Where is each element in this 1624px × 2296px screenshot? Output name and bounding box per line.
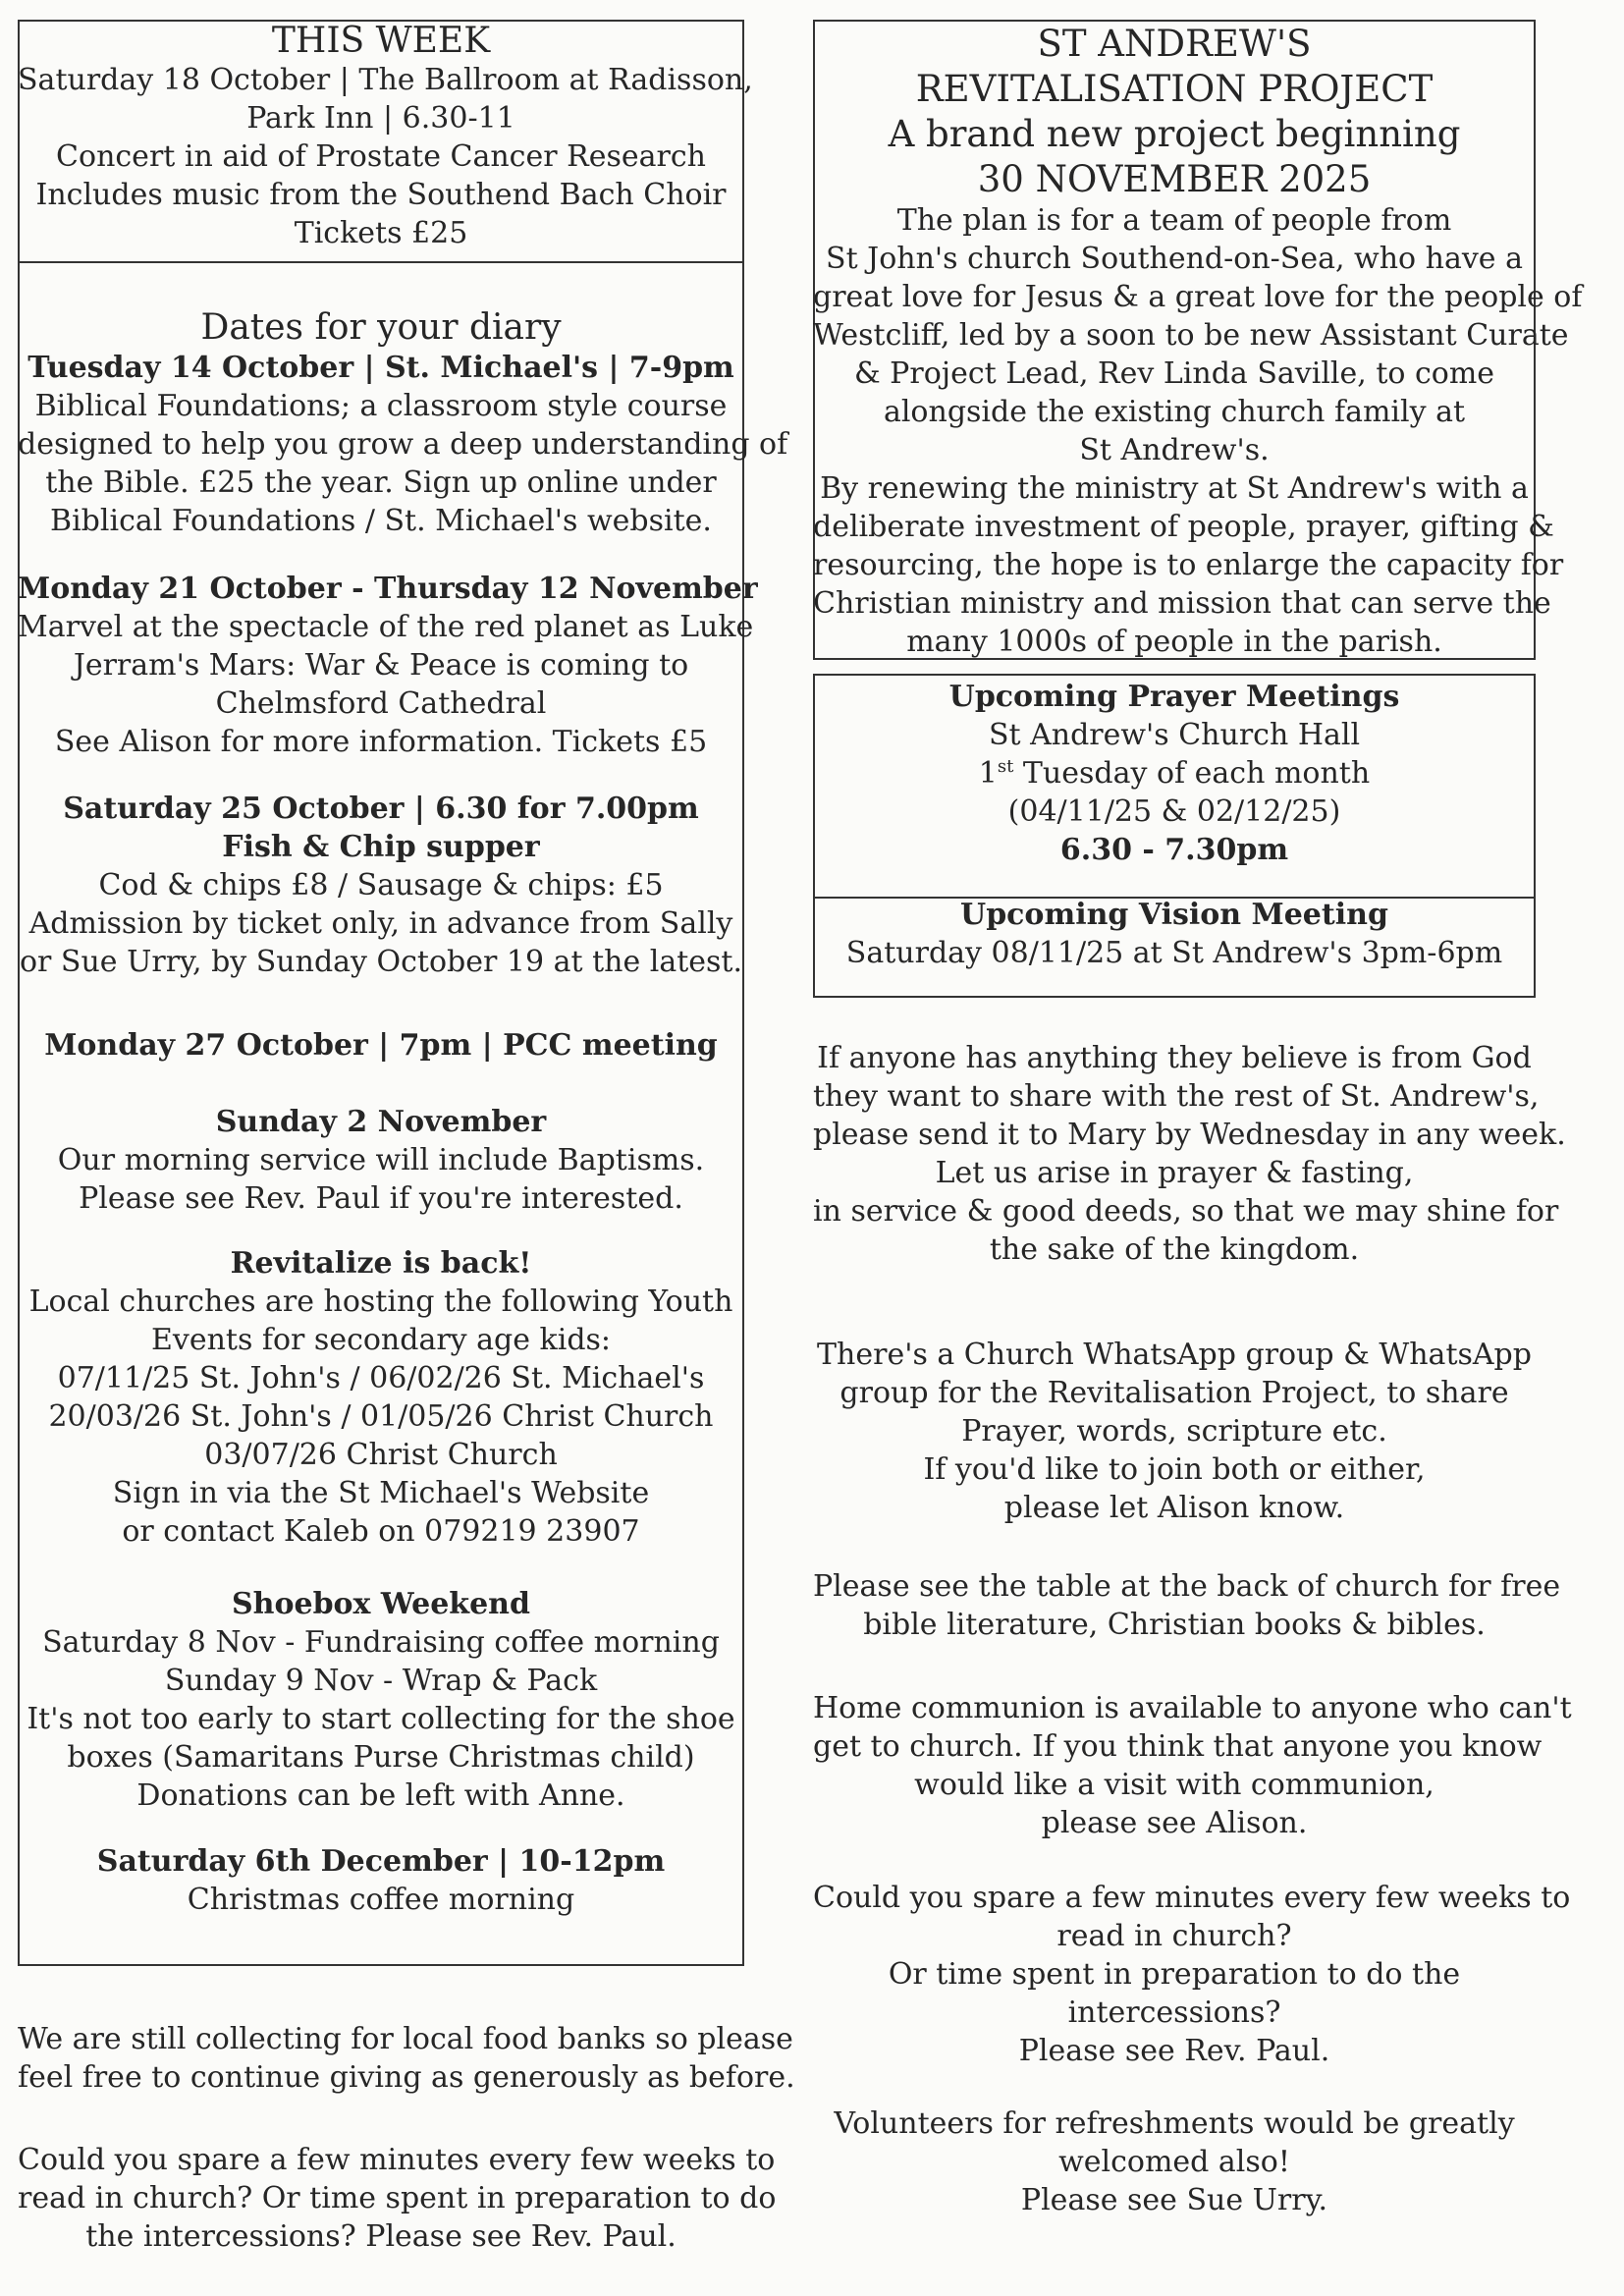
note-line: the sake of the kingdom. [989, 1232, 1360, 1267]
this-week-line: Park Inn | 6.30-11 [246, 101, 515, 136]
prayer-meetings [813, 678, 1536, 869]
diary-entry-subtitle: Fish & Chip supper [222, 830, 540, 864]
note-line: read in church? [1056, 1919, 1292, 1953]
schedule-ordinal: 1 [978, 756, 998, 791]
diary-entry-line: 07/11/25 St. John's / 06/02/26 St. Michael's [57, 1361, 705, 1395]
this-week-title: THIS WEEK [271, 21, 491, 61]
note-line: If anyone has anything they believe is from God [817, 1041, 1532, 1075]
diary-entry [18, 570, 758, 761]
note-line: Please see Sue Urry. [1020, 2183, 1328, 2217]
note-line: feel free to continue giving as generously as before. [18, 2060, 795, 2095]
schedule-suffix: st [997, 756, 1014, 777]
prayer-meetings-dates: (04/11/25 & 02/12/25) [1007, 794, 1341, 829]
note-line: please see Alison. [1041, 1806, 1308, 1840]
diary-entry-line: or contact Kaleb on 079219 23907 [122, 1514, 640, 1549]
diary-entry-line: Sign in via the St Michael's Website [112, 1476, 650, 1510]
diary-entry [18, 1842, 744, 1919]
literature-note [813, 1567, 1561, 1644]
diary-heading-block [18, 304, 744, 351]
note-line: read in church? Or time spent in preparation to do [18, 2181, 777, 2215]
diary-heading: Dates for your diary [200, 307, 562, 348]
diary-entry-line: Please see Rev. Paul if you're interested. [79, 1181, 683, 1216]
communion-note [813, 1689, 1572, 1842]
vision-meeting [813, 896, 1536, 972]
diary-entry-line: Donations can be left with Anne. [136, 1778, 625, 1813]
project-line: resourcing, the hope is to enlarge the capacity for [813, 548, 1564, 582]
diary-entry [18, 349, 788, 540]
diary-entry-line: Cod & chips £8 / Sausage & chips: £5 [98, 868, 664, 902]
diary-entry-line: Marvel at the spectacle of the red planet as Luke [18, 610, 754, 644]
diary-entry-line: Our morning service will include Baptisms. [57, 1143, 705, 1177]
diary-entry-title: Monday 21 October - Thursday 12 November [18, 572, 758, 606]
diary-entry-line: It's not too early to start collecting for the shoe [27, 1702, 735, 1736]
readers-note-right [813, 1879, 1571, 2070]
project-line: St Andrew's. [1079, 433, 1270, 467]
diary-entry-title: Sunday 2 November [215, 1105, 547, 1139]
diary-entry-title: Monday 27 October | 7pm | PCC meeting [44, 1028, 718, 1063]
this-week-line: Tickets £25 [294, 216, 468, 250]
prayer-meetings-schedule [813, 754, 1536, 793]
prayer-meetings-location: St Andrew's Church Hall [988, 718, 1361, 752]
note-line: There's a Church WhatsApp group & WhatsApp [817, 1338, 1532, 1372]
this-week-line: Saturday 18 October | The Ballroom at Radisson, [18, 63, 753, 97]
project-subtitle: A brand new project beginning [888, 113, 1461, 155]
diary-entry-line: Admission by ticket only, in advance from Sally [28, 906, 733, 941]
note-line: would like a visit with communion, [914, 1768, 1435, 1802]
diary-entry-line: Saturday 8 Nov - Fundraising coffee morning [42, 1625, 720, 1660]
diary-entry-title: Shoebox Weekend [232, 1587, 530, 1621]
note-line: We are still collecting for local food banks so please [18, 2022, 793, 2056]
vision-meeting-details: Saturday 08/11/25 at St Andrew's 3pm-6pm [845, 936, 1503, 970]
project-title: ST ANDREW'S [1037, 23, 1312, 65]
project-line: St John's church Southend-on-Sea, who have a [826, 242, 1523, 276]
from-god-note [813, 1039, 1566, 1269]
diary-entry-line: Jerram's Mars: War & Peace is coming to [73, 648, 689, 683]
diary-entry-title: Saturday 25 October | 6.30 for 7.00pm [63, 792, 699, 826]
refreshments-note [813, 2105, 1536, 2219]
vision-meeting-title: Upcoming Vision Meeting [960, 898, 1388, 932]
diary-entry-line: Biblical Foundations; a classroom style course [34, 389, 728, 423]
project-line: great love for Jesus & a great love for the people of [813, 280, 1583, 314]
note-line: Let us arise in prayer & fasting, [935, 1156, 1414, 1190]
diary-entry-line: See Alison for more information. Tickets £5 [54, 725, 708, 759]
diary-entry [18, 790, 744, 981]
food-bank-note [18, 2020, 795, 2097]
note-line: intercessions? [1067, 1995, 1281, 2030]
project-line: deliberate investment of people, prayer, gifting & [813, 510, 1554, 544]
diary-entry-line: Christmas coffee morning [187, 1883, 575, 1917]
whatsapp-note [813, 1336, 1536, 1527]
diary-entry-title: Revitalize is back! [230, 1246, 532, 1281]
diary-entry-line: designed to help you grow a deep understanding of [18, 427, 788, 462]
diary-entry [18, 1585, 744, 1815]
project-title-block [813, 22, 1536, 202]
diary-entry [18, 1244, 744, 1551]
note-line: Prayer, words, scripture etc. [961, 1414, 1387, 1449]
this-week-line: Includes music from the Southend Bach Choir [35, 178, 727, 212]
note-line: please let Alison know. [1003, 1491, 1345, 1525]
prayer-meetings-time: 6.30 - 7.30pm [1059, 833, 1289, 867]
project-line: By renewing the ministry at St Andrew's with a [820, 471, 1529, 506]
diary-entry-line: 20/03/26 St. John's / 01/05/26 Christ Church [48, 1399, 714, 1434]
note-line: they want to share with the rest of St. Andrew's, [813, 1079, 1540, 1114]
note-line: the intercessions? Please see Rev. Paul. [85, 2219, 677, 2254]
diary-entry-line: Chelmsford Cathedral [215, 686, 547, 721]
note-line: welcomed also! [1058, 2145, 1290, 2179]
note-line: Please see the table at the back of church for free [813, 1569, 1561, 1604]
prayer-meetings-title: Upcoming Prayer Meetings [948, 680, 1400, 714]
project-line: The plan is for a team of people from [896, 203, 1452, 238]
note-line: Or time spent in preparation to do the [888, 1957, 1461, 1992]
note-line: in service & good deeds, so that we may shine for [813, 1194, 1559, 1229]
this-week-line: Concert in aid of Prostate Cancer Research [56, 139, 706, 174]
diary-entry-line: the Bible. £25 the year. Sign up online under [45, 465, 717, 500]
note-line: bible literature, Christian books & bibles. [863, 1608, 1486, 1642]
project-line: Christian ministry and mission that can serve the [813, 586, 1551, 621]
diary-entry-line: or Sue Urry, by Sunday October 19 at the latest. [19, 945, 743, 979]
project-title: REVITALISATION PROJECT [915, 68, 1434, 110]
diary-entry [18, 1103, 744, 1218]
this-week-section [18, 21, 753, 252]
diary-entry-line: Events for secondary age kids: [150, 1323, 612, 1357]
diary-entry-title: Saturday 6th December | 10-12pm [96, 1844, 666, 1879]
project-line: & Project Lead, Rev Linda Saville, to come [853, 356, 1495, 391]
project-start-date: 30 NOVEMBER 2025 [977, 158, 1372, 200]
note-line: Could you spare a few minutes every few weeks to [18, 2143, 776, 2177]
diary-entry-line: boxes (Samaritans Purse Christmas child) [67, 1740, 695, 1775]
note-line: Home communion is available to anyone who can't [813, 1691, 1572, 1725]
note-line: Could you spare a few minutes every few weeks to [813, 1881, 1571, 1915]
project-line: many 1000s of people in the parish. [906, 625, 1442, 659]
note-line: Volunteers for refreshments would be greatly [834, 2106, 1515, 2141]
diary-entry-title: Tuesday 14 October | St. Michael's | 7-9pm [27, 351, 734, 385]
readers-note-left [18, 2141, 777, 2256]
project-body [813, 201, 1583, 661]
diary-entry-line: Local churches are hosting the following Youth [28, 1285, 733, 1319]
note-line: please send it to Mary by Wednesday in any week. [813, 1118, 1566, 1152]
project-line: Westcliff, led by a soon to be new Assistant Curate [813, 318, 1569, 353]
schedule-rest: Tuesday of each month [1013, 756, 1371, 791]
diary-entry-line: Sunday 9 Nov - Wrap & Pack [164, 1664, 598, 1698]
diary-entry-line: 03/07/26 Christ Church [204, 1438, 558, 1472]
project-line: alongside the existing church family at [883, 395, 1466, 429]
diary-entry-line: Biblical Foundations / St. Michael's website. [50, 504, 712, 538]
note-line: Please see Rev. Paul. [1018, 2034, 1330, 2068]
diary-entry [18, 1026, 744, 1065]
note-line: get to church. If you think that anyone you know [813, 1729, 1543, 1764]
note-line: If you'd like to join both or either, [923, 1452, 1426, 1487]
note-line: group for the Revitalisation Project, to share [839, 1376, 1509, 1410]
